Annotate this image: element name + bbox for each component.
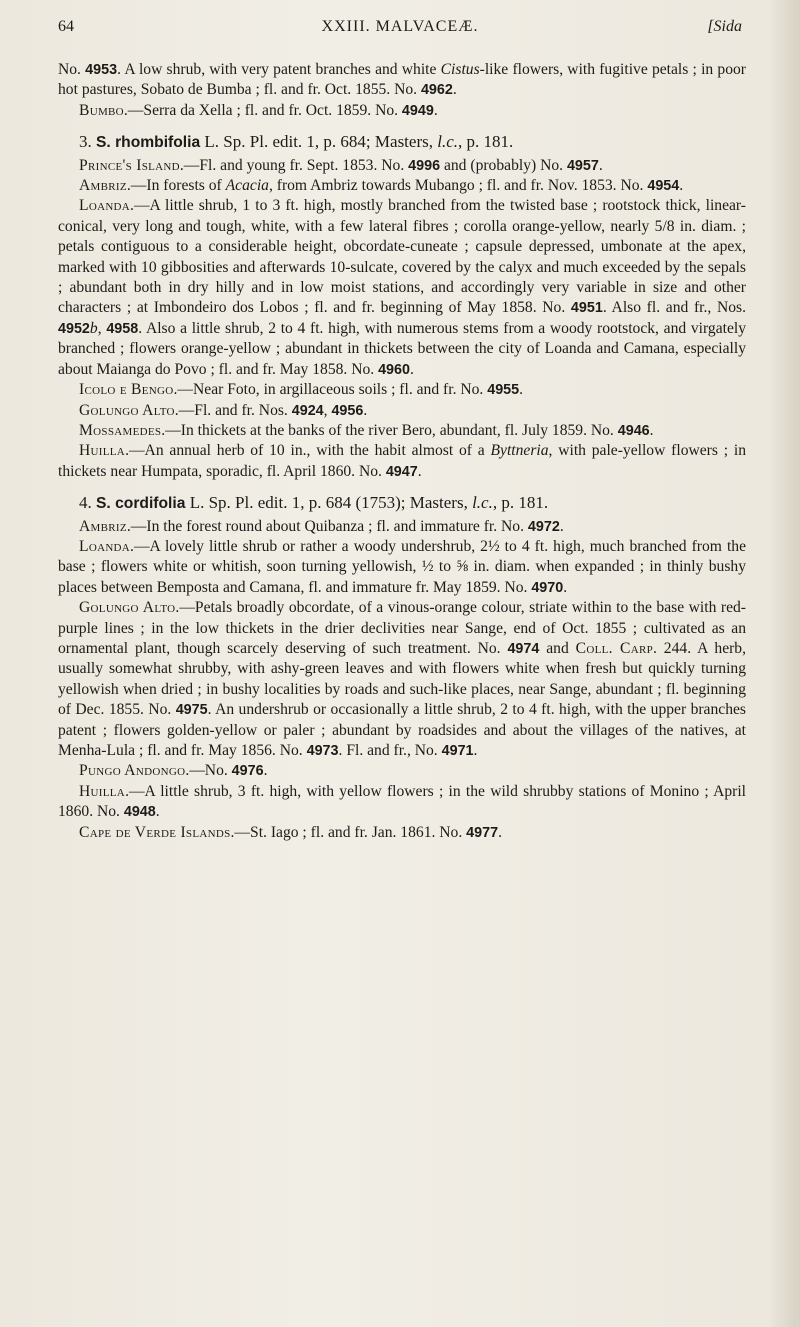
- running-title: XXIII. MALVACEÆ.: [321, 18, 479, 35]
- text-run: . Also a little shrub, 2 to 4 ft. high, with numerous stems from a woody rootstock, and virgately branched ; flowers orange-yellow ; abundant in thickets between the city of Loanda and Camana, especially about Maianga do Povo ; fl. and fr. May 1858. No.: [58, 319, 746, 378]
- text-run: L. Sp. Pl. edit. 1, p. 684 (1753); Masters,: [185, 493, 473, 513]
- text-run: 5/8: [654, 217, 675, 235]
- bold-text: 4962: [420, 82, 453, 99]
- text-run: ,: [97, 319, 107, 337]
- bold-text: 4924: [291, 402, 324, 419]
- bold-text: 4954: [647, 178, 680, 195]
- text-run: , with pale-yellow flowers ; in thickets near Humpata, sporadic, fl. April 1860. No.: [58, 442, 747, 480]
- paragraph: [58, 401, 746, 421]
- text-run: L. Sp. Pl. edit. 1, p. 684; Masters,: [200, 132, 438, 152]
- bold-text: 4971: [441, 743, 474, 759]
- bold-text: 4956: [331, 402, 364, 419]
- text-run: .: [155, 803, 160, 821]
- paragraph: [58, 537, 746, 598]
- paragraph: [58, 823, 746, 843]
- text-run: .: [452, 81, 457, 99]
- bold-text: S. rhombifolia: [96, 134, 201, 152]
- locality-name: Pungo Andongo: [79, 762, 186, 780]
- text-run: in. diam. ; petals contiguous to a considerable height, obcordate-cuneate ; capsule depressed, umbonate at the apex, marked with 10 gibbosities and afterwards 10-sulcate, covered by the calyx and much exceeded by the sepals ; abundant both in dry hilly and in low moist stations, and accordingly very variable in size and other characters ; at Imbondeiro dos Lobos ; fl. and fr. beginning of May 1858. No.: [58, 217, 746, 317]
- paragraph: [58, 782, 746, 823]
- text-run: -like flowers, with fugitive petals ; in poor hot pastures, Sobato de Bumba ; fl. and fr. Oct. 1855. No.: [58, 61, 746, 99]
- italic-text: Byttneria: [490, 442, 549, 460]
- text-run: .—No.: [185, 762, 232, 780]
- bold-text: 4977: [466, 824, 499, 841]
- bold-text: 4952: [58, 320, 90, 337]
- bold-text: 4951: [570, 300, 603, 317]
- bold-text: 4955: [487, 382, 520, 399]
- locality-name: Golungo Alto: [79, 599, 176, 617]
- text-run: .—An annual herb of 10 in., with the habit almost of a: [125, 442, 491, 460]
- text-run: , p. 181.: [492, 493, 549, 513]
- paragraph: [58, 60, 746, 101]
- locality-name: Mossamedes: [79, 421, 162, 439]
- locality-name: Bumbo: [79, 101, 124, 119]
- text-run: .—Near Foto, in argillaceous soils ; fl. and fr. No.: [173, 381, 488, 399]
- text-run: .: [679, 177, 684, 195]
- text-run: .—Serra da Xella ; fl. and fr. Oct. 1859. No.: [123, 101, 402, 119]
- locality-name: Cape de Verde Islands: [79, 823, 231, 841]
- text-run: . Fl. and fr., No.: [338, 742, 442, 759]
- text-run: .—Fl. and young fr. Sept. 1853. No.: [179, 156, 409, 174]
- paragraph: [58, 761, 746, 781]
- text-run: .: [563, 578, 568, 596]
- text-body: [58, 60, 746, 843]
- text-run: 3.: [79, 132, 96, 152]
- text-run: . 244. A herb, usually somewhat shrubby, with ashy-green leaves and with flowers white when fresh but quickly turning yellowish when dried ; in bushy localities by roads and such-like places, near Sange, abundant ; fl. beginning of Dec. 1855. No.: [58, 639, 747, 719]
- bold-text: 4958: [106, 320, 139, 337]
- italic-text: b: [89, 319, 98, 337]
- bold-text: 4953: [85, 62, 118, 78]
- text-run: .: [649, 421, 654, 439]
- locality-name: Ambriz: [79, 177, 127, 195]
- paragraph: [58, 156, 746, 176]
- locality-name: Loanda: [79, 537, 131, 555]
- bold-text: 4949: [401, 102, 434, 119]
- paragraph: [58, 380, 746, 400]
- text-run: .: [559, 517, 564, 535]
- species-heading: [58, 493, 746, 514]
- text-run: , from Ambriz towards Mubango ; fl. and fr. Nov. 1853. No.: [268, 177, 648, 195]
- paragraph: [58, 441, 746, 482]
- paragraph: [58, 101, 746, 121]
- text-run: . A low shrub, with very patent branches and white: [117, 61, 441, 78]
- locality-name: Prince's Island: [79, 156, 180, 174]
- text-run: .—A little shrub, 1 to 3 ft. high, mostly branched from the twisted base ; rootstock thick, linear-conical, very long and tough, white, with a few lateral fibres ; corolla orange-yellow, nearly: [58, 197, 746, 235]
- locality-name: Icolo e Bengo: [79, 381, 174, 399]
- text-run: .—In thickets at the banks of the river Bero, abundant, fl. July 1859. No.: [161, 421, 618, 439]
- text-run: .: [498, 823, 502, 841]
- italic-text: Acacia: [225, 177, 269, 195]
- bold-text: 4976: [231, 763, 264, 780]
- paragraph: [58, 421, 746, 441]
- bold-text: 4996: [408, 157, 441, 174]
- locality-name: Huilla: [79, 442, 126, 460]
- text-run: .: [519, 381, 524, 399]
- bold-text: 4974: [507, 640, 540, 657]
- bold-text: S. cordifolia: [96, 495, 186, 513]
- bold-text: 4975: [175, 702, 208, 719]
- text-run: .—In the forest round about Quibanza ; fl. and immature fr. No.: [126, 517, 528, 535]
- text-run: .: [598, 156, 603, 174]
- text-run: and (probably) No.: [440, 156, 567, 174]
- paragraph: [58, 598, 746, 761]
- text-run: and: [539, 639, 576, 657]
- locality-name: Golungo Alto: [79, 401, 175, 419]
- text-run: . Also fl. and fr., Nos.: [602, 299, 746, 317]
- text-run: ,: [323, 401, 332, 419]
- text-run: , p. 181.: [458, 132, 514, 152]
- running-header: [58, 18, 742, 42]
- text-run: .: [433, 101, 438, 119]
- text-run: .: [417, 462, 422, 480]
- italic-text: l.c.: [472, 493, 493, 513]
- bold-text: 4960: [378, 361, 410, 378]
- text-run: .—In forests of: [126, 177, 226, 195]
- locality-name: Huilla: [79, 782, 126, 800]
- bold-text: 4973: [306, 743, 339, 759]
- text-run: .—Petals broadly obcordate, of a vinous-orange colour, striate within to the base with red-purple lines ; in the low thickets in the drier declivities near Sange, end of Oct. 1855 ; cultivated as an ornamental plant, though scarcely deserving of such treatment. No.: [58, 599, 747, 657]
- bold-text: 4948: [123, 804, 156, 821]
- text-run: .: [363, 401, 368, 419]
- text-run: .—St. Iago ; fl. and fr. Jan. 1861. No.: [230, 823, 467, 841]
- locality-name: Coll. Carp: [575, 639, 654, 657]
- paragraph: [58, 517, 746, 537]
- page-number: 64: [58, 18, 74, 35]
- text-run: No.: [58, 61, 86, 78]
- text-run: 4.: [79, 493, 96, 513]
- bold-text: 4970: [531, 579, 564, 596]
- text-run: .: [263, 762, 268, 780]
- paragraph: [58, 196, 746, 380]
- locality-name: Loanda: [79, 197, 131, 215]
- running-section: [Sida: [707, 18, 742, 35]
- text-run: .: [473, 742, 478, 759]
- italic-text: l.c.: [437, 132, 459, 152]
- text-run: .: [409, 360, 414, 378]
- text-run: .—A lovely little shrub or rather a woody undershrub, 2½ to 4 ft. high, much branched from the base ; flowers white or whitish, soon turning yellowish, ½ to ⅝ in. diam. when expanded ; in thinly bushy places between Bemposta and Camana, fl. and immature fr. May 1859. No.: [58, 537, 746, 596]
- bold-text: 4946: [617, 422, 650, 439]
- text-run: .—Fl. and fr. Nos.: [174, 401, 292, 419]
- bold-text: 4972: [527, 518, 560, 535]
- text-run: . An undershrub or occasionally a little shrub, 2 to 4 ft. high, with the upper branches patent ; flowers golden-yellow or paler ; abundant by roadsides and about the villages of the natives, at Menha-Lula ; fl. and fr. May 1856. No.: [58, 701, 746, 759]
- bold-text: 4947: [385, 463, 418, 480]
- bold-text: 4957: [566, 157, 599, 174]
- paragraph: [58, 176, 746, 196]
- text-run: .—A little shrub, 3 ft. high, with yellow flowers ; in the wild shrubby stations of Monino ; April 1860. No.: [58, 782, 746, 821]
- italic-text: Cistus: [440, 61, 480, 78]
- locality-name: Ambriz: [79, 517, 127, 535]
- species-heading: [58, 132, 746, 153]
